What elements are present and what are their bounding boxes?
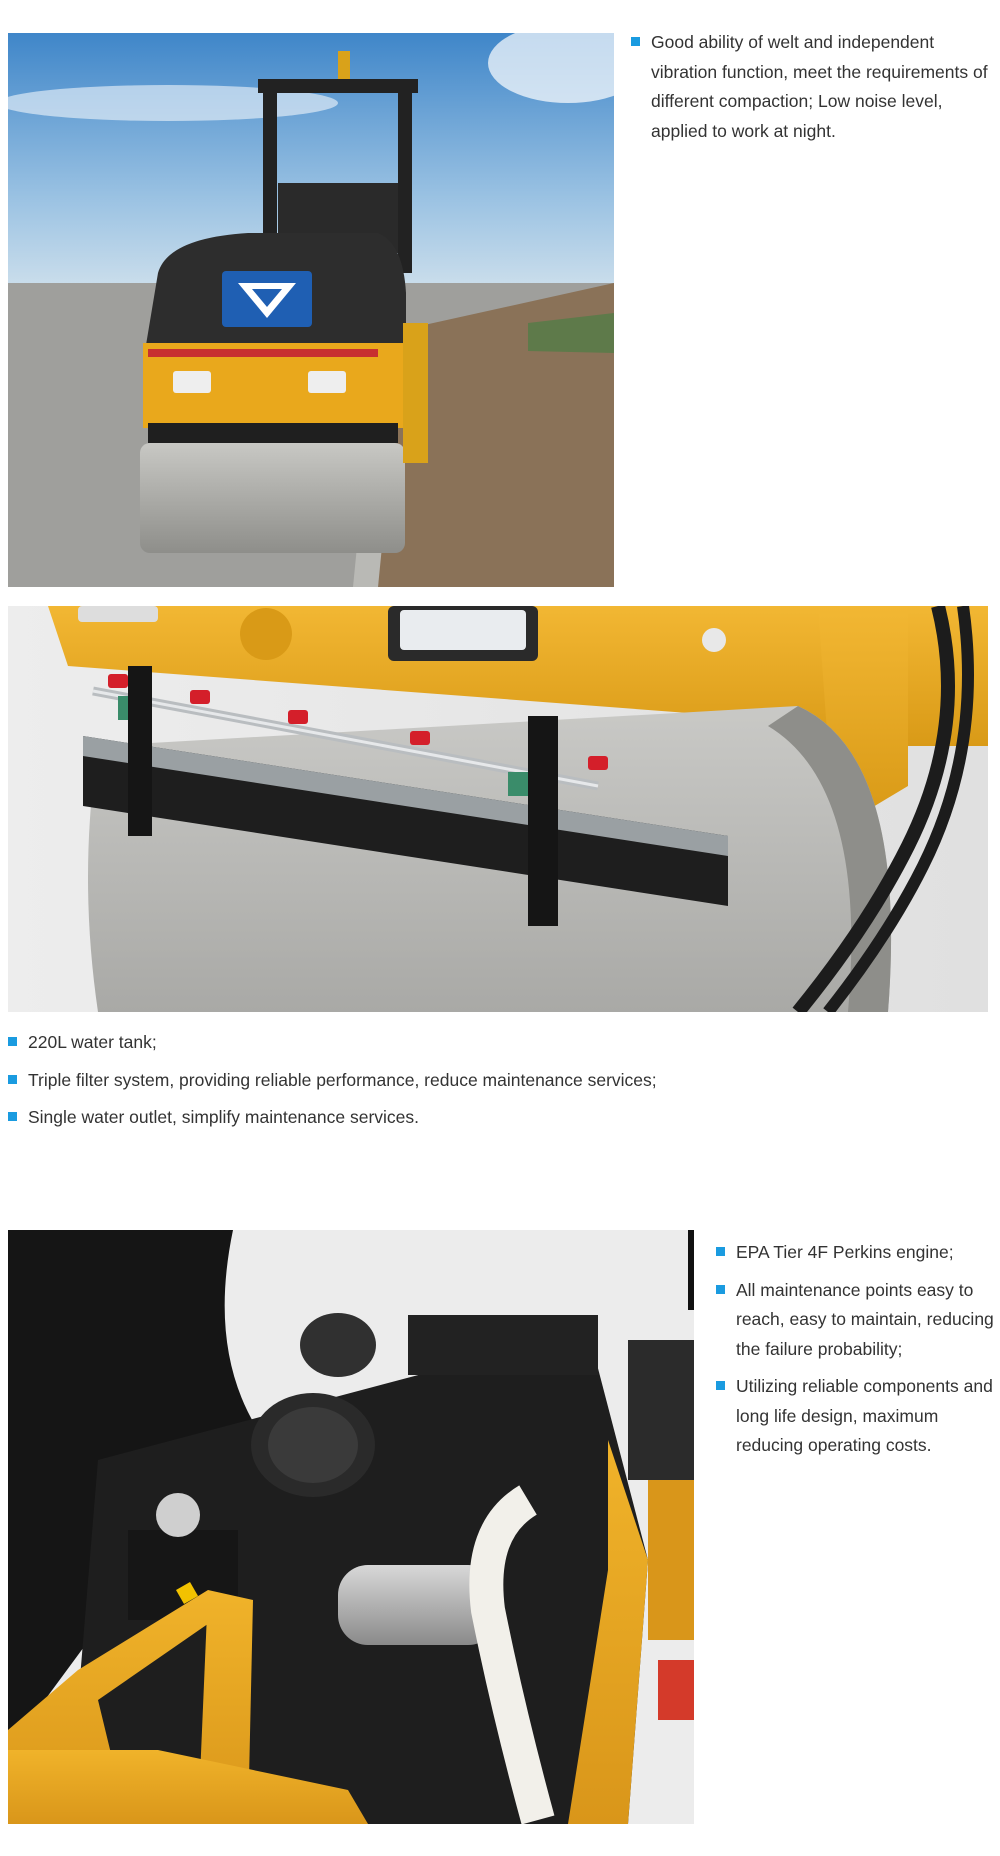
feature-item bbox=[716, 1276, 996, 1365]
feature-text: EPA Tier 4F Perkins engine; bbox=[736, 1242, 954, 1262]
bullet-square-icon bbox=[716, 1381, 725, 1390]
feature-text: Triple filter system, providing reliable performance, reduce maintenance services; bbox=[28, 1069, 657, 1090]
bullet-square-icon bbox=[8, 1075, 17, 1084]
bullet-square-icon bbox=[716, 1247, 725, 1256]
engine-compartment-photo bbox=[8, 1230, 694, 1824]
feature-text: Good ability of welt and independent vibration function, meet the requirements of different compaction; Low noise level, applied to work at night. bbox=[651, 32, 988, 141]
bullet-square-icon bbox=[8, 1037, 17, 1046]
feature-item bbox=[8, 1066, 988, 1096]
feature-list-vibration bbox=[631, 28, 991, 146]
feature-item bbox=[716, 1372, 996, 1461]
feature-text: Single water outlet, simplify maintenance services. bbox=[28, 1107, 420, 1127]
water-spray-bar-photo bbox=[8, 606, 988, 1012]
bullet-square-icon bbox=[716, 1285, 725, 1294]
feature-text: Utilizing reliable components and long life design, maximum reducing operating costs. bbox=[736, 1376, 993, 1455]
feature-text: 220L water tank; bbox=[28, 1032, 157, 1052]
feature-text: All maintenance points easy to reach, easy to maintain, reducing the failure probability; bbox=[736, 1279, 994, 1359]
feature-item bbox=[8, 1028, 988, 1058]
feature-item bbox=[8, 1103, 988, 1133]
bullet-square-icon bbox=[8, 1112, 17, 1121]
feature-item bbox=[716, 1238, 996, 1268]
feature-item bbox=[631, 28, 991, 146]
bullet-square-icon bbox=[631, 37, 640, 46]
feature-list-water bbox=[8, 1028, 988, 1141]
road-roller-front-photo bbox=[8, 33, 614, 587]
feature-list-engine bbox=[716, 1238, 996, 1469]
